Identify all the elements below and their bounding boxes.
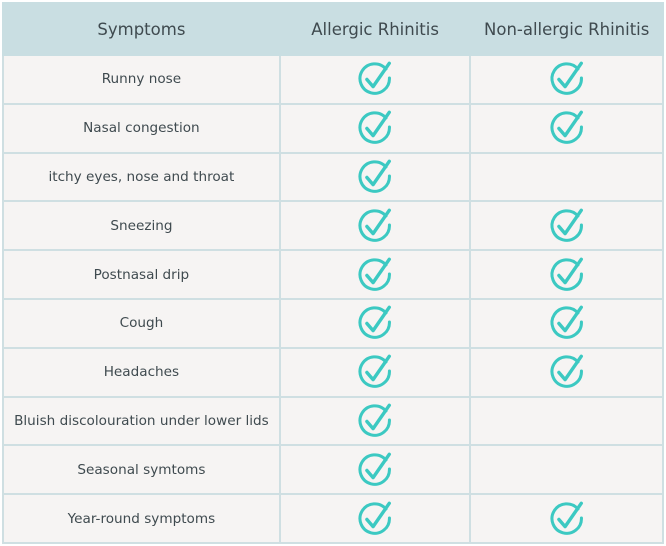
check-circle-icon — [548, 60, 586, 98]
symptom-cell: Sneezing — [3, 201, 280, 250]
check-circle-icon — [356, 402, 394, 440]
header-symptoms: Symptoms — [3, 3, 280, 55]
symptom-cell: Runny nose — [3, 55, 280, 104]
check-circle-icon — [548, 109, 586, 147]
symptom-cell: Bluish discolouration under lower lids — [3, 397, 280, 446]
check-circle-icon — [356, 451, 394, 489]
table-row — [3, 55, 663, 104]
table-row — [3, 299, 663, 348]
table-row — [3, 445, 663, 494]
non-allergic-cell — [470, 397, 663, 446]
non-allergic-cell — [470, 201, 663, 250]
check-circle-icon — [548, 500, 586, 538]
symptom-cell: Cough — [3, 299, 280, 348]
check-circle-icon — [356, 256, 394, 294]
allergic-cell — [280, 397, 471, 446]
table-row — [3, 250, 663, 299]
symptom-cell: Nasal congestion — [3, 104, 280, 153]
allergic-cell — [280, 201, 471, 250]
non-allergic-cell — [470, 348, 663, 397]
non-allergic-cell — [470, 55, 663, 104]
check-circle-icon — [548, 304, 586, 342]
table-row — [3, 104, 663, 153]
check-circle-icon — [356, 158, 394, 196]
check-circle-icon — [356, 353, 394, 391]
non-allergic-cell — [470, 494, 663, 543]
table-header — [3, 3, 663, 55]
symptom-cell: Year-round symptoms — [3, 494, 280, 543]
symptom-cell: Seasonal symtoms — [3, 445, 280, 494]
symptom-cell: Postnasal drip — [3, 250, 280, 299]
symptoms-comparison-table — [2, 2, 664, 544]
check-circle-icon — [356, 109, 394, 147]
header-non-allergic-rhinitis: Non-allergic Rhinitis — [470, 3, 663, 55]
non-allergic-cell — [470, 153, 663, 202]
allergic-cell — [280, 494, 471, 543]
table-row — [3, 397, 663, 446]
allergic-cell — [280, 348, 471, 397]
check-circle-icon — [356, 500, 394, 538]
symptom-cell: Headaches — [3, 348, 280, 397]
table-body — [3, 55, 663, 543]
check-circle-icon — [356, 60, 394, 98]
allergic-cell — [280, 104, 471, 153]
non-allergic-cell — [470, 299, 663, 348]
table-row — [3, 494, 663, 543]
allergic-cell — [280, 55, 471, 104]
check-circle-icon — [548, 353, 586, 391]
non-allergic-cell — [470, 250, 663, 299]
check-circle-icon — [356, 304, 394, 342]
check-circle-icon — [548, 207, 586, 245]
header-row — [3, 3, 663, 55]
allergic-cell — [280, 299, 471, 348]
check-circle-icon — [356, 207, 394, 245]
allergic-cell — [280, 153, 471, 202]
allergic-cell — [280, 250, 471, 299]
header-allergic-rhinitis: Allergic Rhinitis — [280, 3, 471, 55]
check-circle-icon — [548, 256, 586, 294]
allergic-cell — [280, 445, 471, 494]
non-allergic-cell — [470, 104, 663, 153]
table-row — [3, 153, 663, 202]
non-allergic-cell — [470, 445, 663, 494]
table-row — [3, 348, 663, 397]
table-row — [3, 201, 663, 250]
symptom-cell: itchy eyes, nose and throat — [3, 153, 280, 202]
